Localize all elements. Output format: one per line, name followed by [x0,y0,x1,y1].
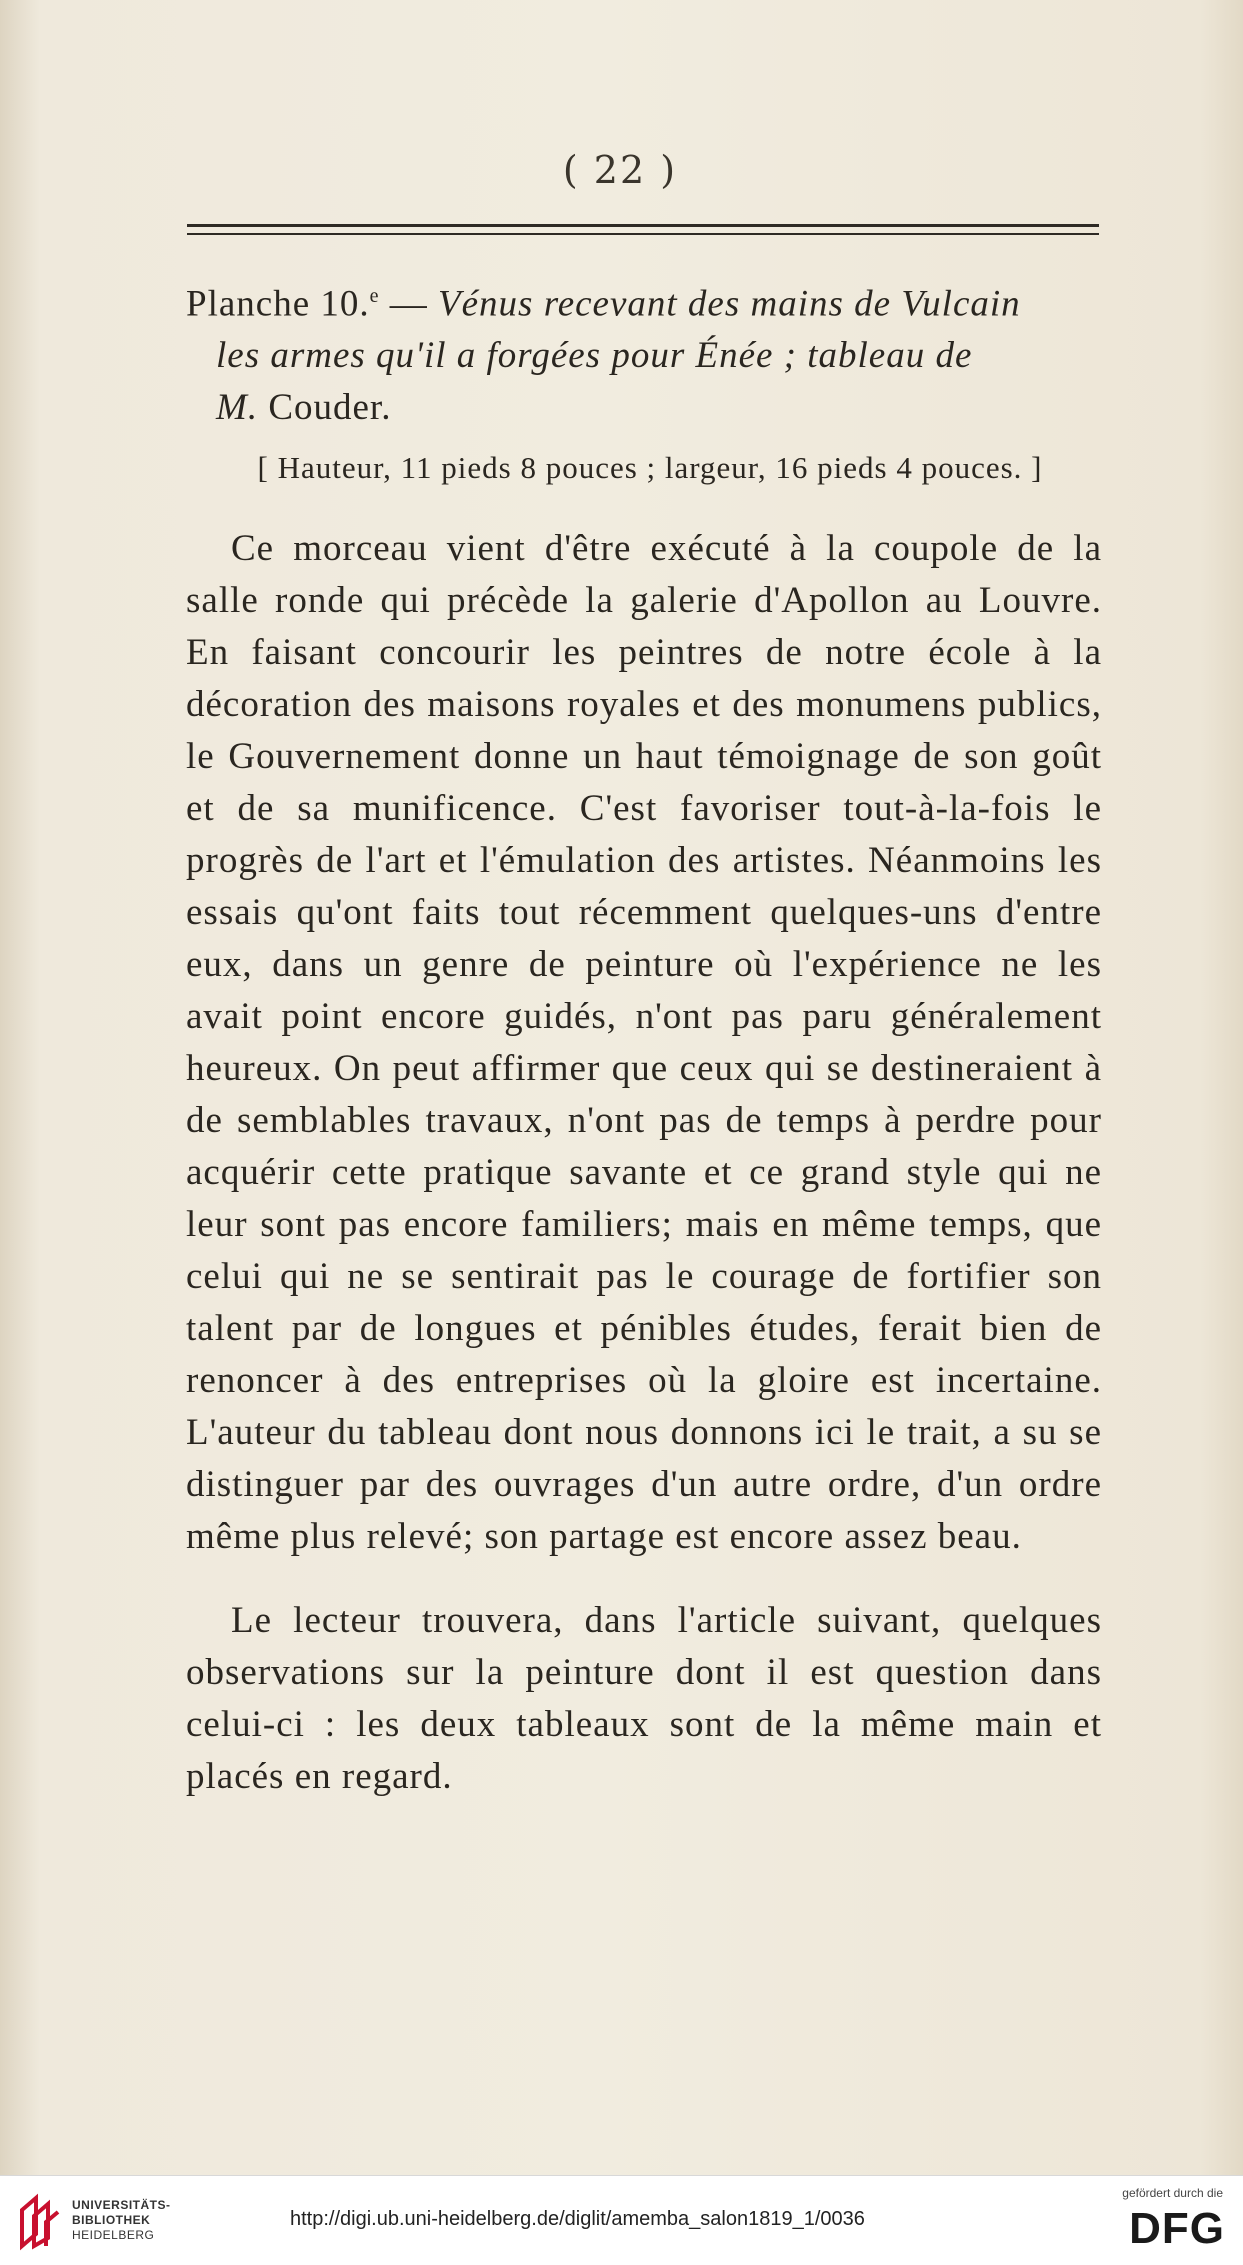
plate-caption-line-3: M. Couder. [216,387,392,429]
sponsor-label: gefördert durch die [1122,2186,1223,2200]
digitization-footer [0,2175,1243,2265]
plate-caption-line-2: les armes qu'il a forgées pour Énée ; tableau de [216,335,973,377]
body-paragraph-2: Le lecteur trouvera, dans l'article suivant, quelques observations sur la peinture dont il est question dans celui-ci : les deux tableaux sont de la même main et placés en regard. [186,1600,1102,1797]
plate-caption-line-1: Planche 10.$^e$ — Vénus recevant des mains de Vulcain [186,283,1021,325]
institution-name[interactable]: UNIVERSITÄTS- BIBLIOTHEK HEIDELBERG [72,2198,171,2242]
plate-title-italic: Vénus recevant des mains de Vulcain [438,283,1021,325]
page-number: ( 22 ) [562,148,678,192]
header-rule-thick [187,224,1099,227]
permalink-url[interactable]: http://digi.ub.uni-heidelberg.de/diglit/amemba_salon1819_1/0036 [290,2208,865,2230]
painting-dimensions: [ Hauteur, 11 pieds 8 pouces ; largeur, 16 pieds 4 pouces. ] [257,450,1043,485]
painter-name: Couder. [258,387,392,429]
dfg-logo[interactable]: DFG [1129,2204,1225,2253]
header-rule-thin [187,233,1099,235]
plate-caption [186,270,1102,434]
university-library-logo-icon[interactable] [14,2192,62,2252]
body-paragraph-1: Ce morceau vient d'être exécuté à la coupole de la salle ronde qui précède la galerie d'Apollon au Louvre. En faisant concourir les peintres de notre école à la décoration des maisons royales et des monumens publics, le Gouvernement donne un haut témoignage de son goût et de sa munificence. C'est favoriser tout-à-la-fois le progrès de l'art et l'émulation des artistes. Néanmoins les essais qu'ont faits tout récemment quelques-uns d'entre eux, dans un genre de peinture où l'expérience ne les avait point encore guidés, n'ont pas paru généralement heureux. On peut affirmer que ceux qui se destineraient à de semblables travaux, n'ont pas de temps à perdre pour acquérir cette pratique savante et ce grand style qui ne leur sont pas encore familiers; mais en même temps, que celui qui ne se sentirait pas le courage de fortifier son talent par de longues et pénibles études, ferait bien de renoncer à des entreprises où la gloire est incertaine. L'auteur du tableau dont nous donnons ici le trait, a su se distinguer par des ouvrages d'un autre ordre, d'un ordre même plus relevé; son partage est encore assez beau. [186,528,1102,1557]
